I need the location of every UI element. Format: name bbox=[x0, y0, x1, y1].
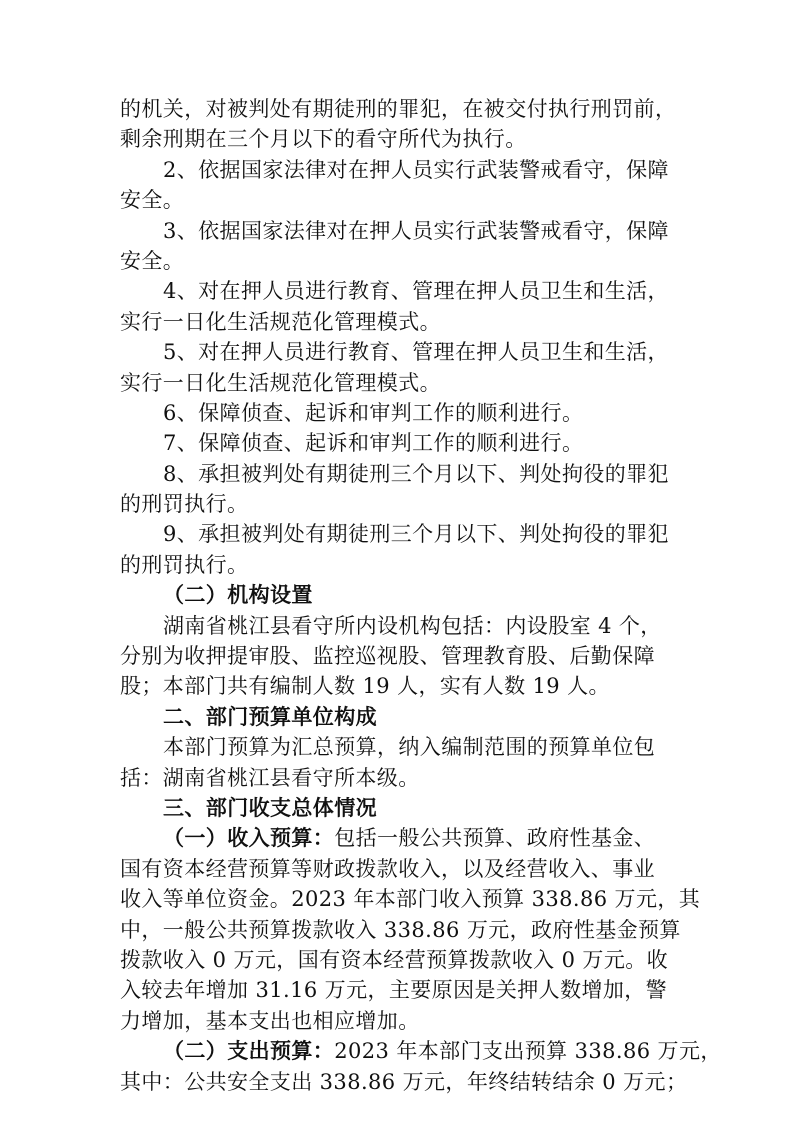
section-heading: （二）机构设置 bbox=[163, 583, 313, 608]
text-line: 实行一日化生活规范化管理模式。 bbox=[120, 309, 441, 334]
text-line: 的刑罚执行。 bbox=[120, 552, 249, 577]
income-line: 收入等单位资金。2023 年本部门收入预算 338.86 万元，其 bbox=[120, 887, 701, 912]
section-heading: 三、部门收支总体情况 bbox=[163, 795, 377, 820]
expense-paragraph-first-line bbox=[120, 1036, 722, 1066]
text-line: 实行一日化生活规范化管理模式。 bbox=[120, 370, 441, 395]
text-line: 6、保障侦查、起诉和审判工作的顺利进行。 bbox=[163, 400, 584, 425]
text-line: 分别为收押提审股、监控巡视股、管理教育股、后勤保障 bbox=[120, 644, 655, 669]
text-line: 的刑罚执行。 bbox=[120, 492, 249, 517]
text-line: 本部门预算为汇总预算，纳入编制范围的预算单位包 bbox=[163, 735, 656, 760]
text-line: 安全。 bbox=[120, 248, 185, 273]
text-line: 安全。 bbox=[120, 188, 185, 213]
income-line: 入较去年增加 31.16 万元，主要原因是关押人数增加，警 bbox=[120, 978, 668, 1003]
section-heading: 二、部门预算单位构成 bbox=[163, 704, 377, 729]
text-line: 的机关，对被判处有期徒刑的罪犯，在被交付执行刑罚前， bbox=[120, 97, 677, 121]
income-line: 国有资本经营预算等财政拨款收入，以及经营收入、事业 bbox=[120, 856, 655, 881]
income-line: 中，一般公共预算拨款收入 338.86 万元，政府性基金预算 bbox=[120, 917, 681, 942]
income-heading: （一）收入预算： bbox=[163, 826, 335, 851]
text-line: 8、承担被判处有期徒刑三个月以下、判处拘役的罪犯 bbox=[163, 461, 669, 486]
expense-line: 其中：公共安全支出 338.86 万元，年终结转结余 0 万元； bbox=[120, 1069, 688, 1094]
text-line: 9、承担被判处有期徒刑三个月以下、判处拘役的罪犯 bbox=[163, 522, 669, 547]
text-line: 7、保障侦查、起诉和审判工作的顺利进行。 bbox=[163, 431, 584, 456]
text-line: 5、对在押人员进行教育、管理在押人员卫生和生活， bbox=[163, 340, 669, 365]
text-line: 4、对在押人员进行教育、管理在押人员卫生和生活， bbox=[163, 279, 669, 304]
income-line: 力增加，基本支出也相应增加。 bbox=[120, 1008, 420, 1033]
document-page bbox=[120, 94, 722, 1097]
text-line: 湖南省桃江县看守所内设机构包括：内设股室 4 个， bbox=[163, 613, 662, 638]
body-text bbox=[120, 94, 680, 823]
income-line: 拨款收入 0 万元，国有资本经营预算拨款收入 0 万元。收 bbox=[120, 947, 669, 972]
text-line: 2、依据国家法律对在押人员实行武装警戒看守，保障 bbox=[163, 157, 669, 182]
text-line: 括：湖南省桃江县看守所本级。 bbox=[120, 765, 420, 790]
text-line: 剩余刑期在三个月以下的看守所代为执行。 bbox=[120, 127, 527, 152]
text-line: 股；本部门共有编制人数 19 人，实有人数 19 人。 bbox=[120, 674, 610, 699]
income-text: 包括一般公共预算、政府性基金、 bbox=[334, 826, 656, 851]
text-line: 3、依据国家法律对在押人员实行武装警戒看守，保障 bbox=[163, 218, 669, 243]
income-paragraph-first-line bbox=[120, 823, 680, 853]
expense-heading: （二）支出预算： bbox=[163, 1039, 335, 1064]
expense-text: 2023 年本部门支出预算 338.86 万元， bbox=[334, 1039, 722, 1064]
